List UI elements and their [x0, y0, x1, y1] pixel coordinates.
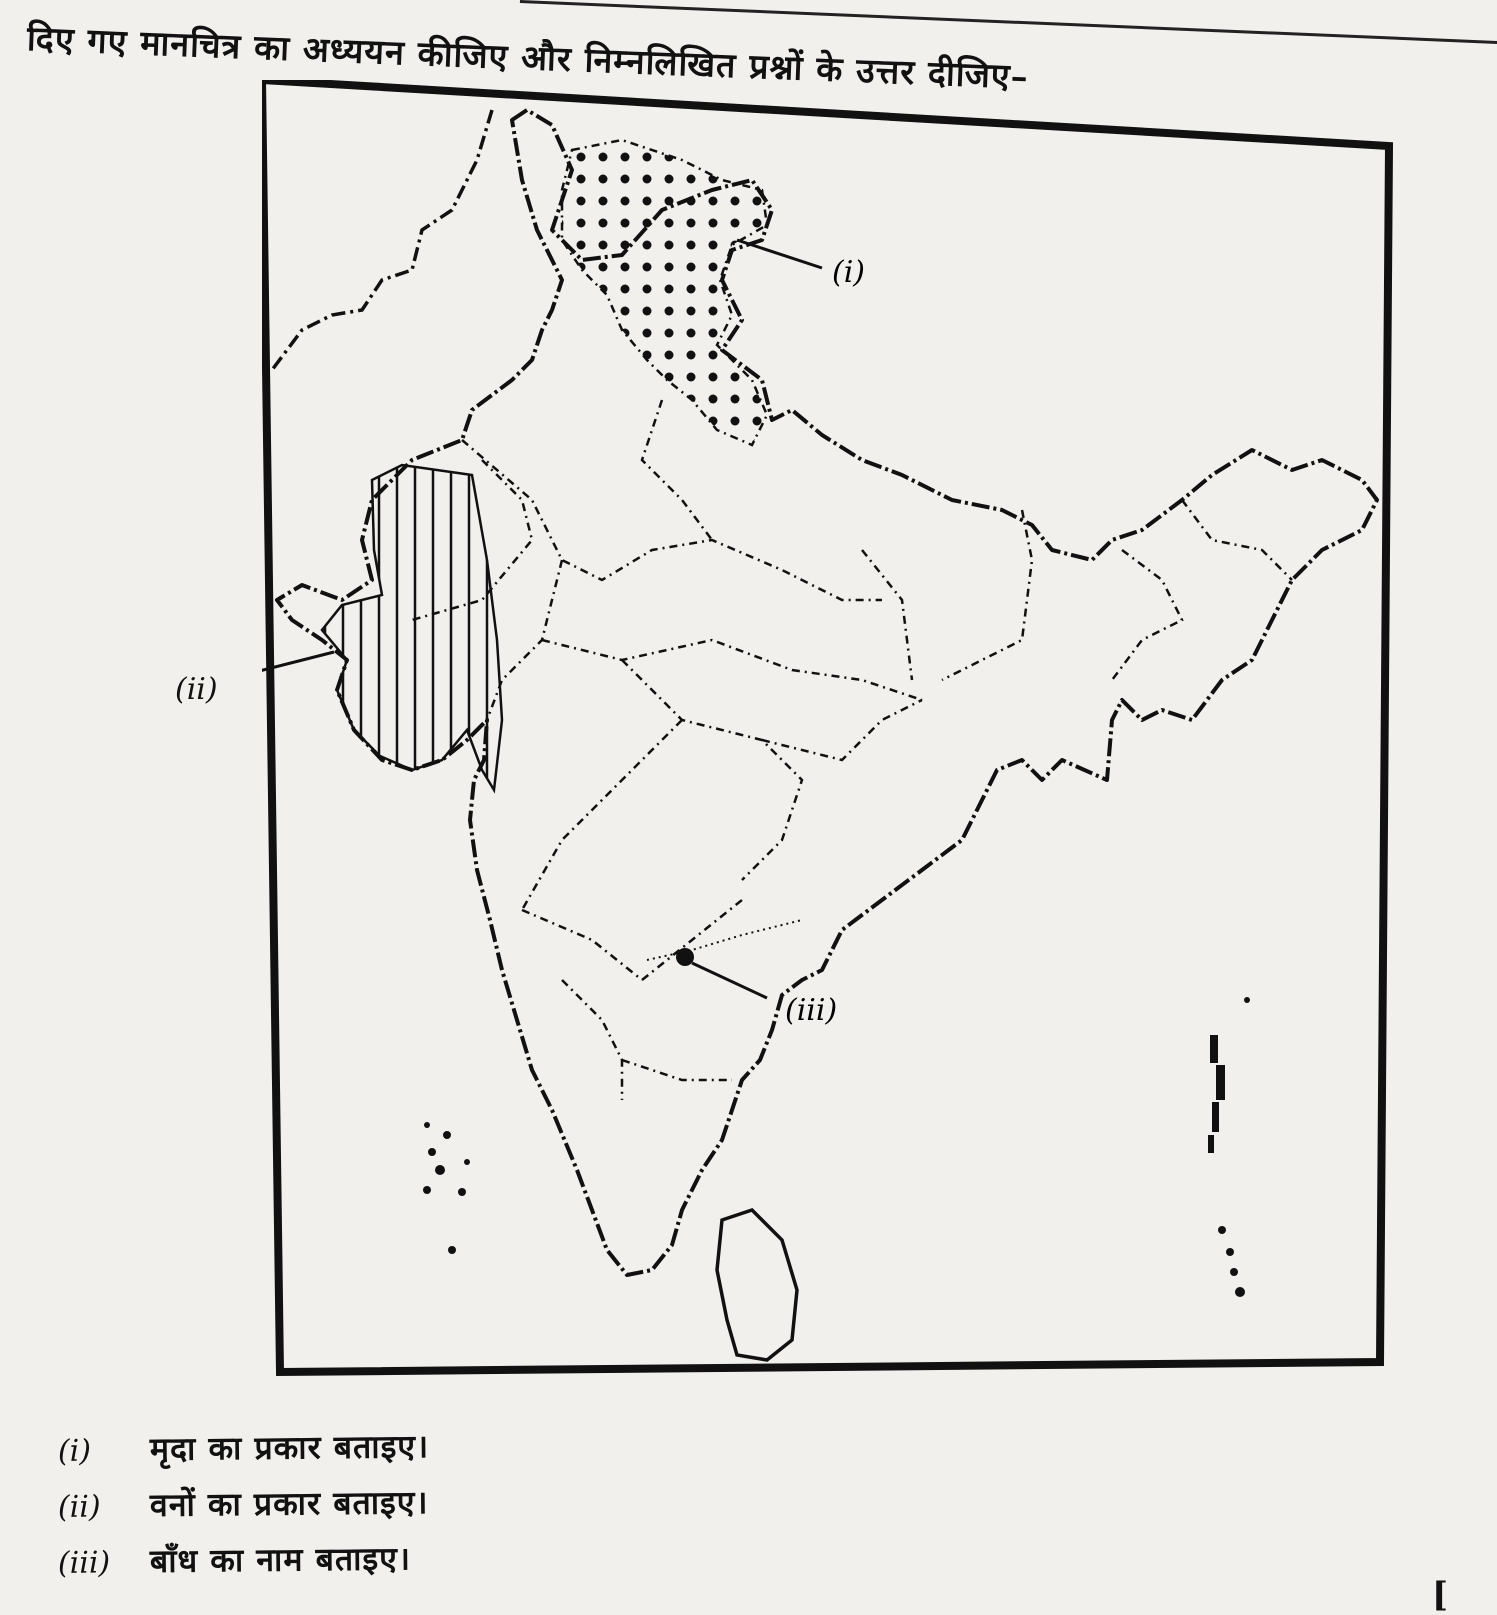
question-text: मृदा का प्रकार बताइए। [149, 1427, 430, 1469]
question-number: (ii) [57, 1489, 101, 1525]
question-number: (iii) [57, 1545, 111, 1581]
question-number: (i) [57, 1433, 92, 1469]
island-dot [1226, 1248, 1234, 1256]
page-corner-bracket: [ [1432, 1575, 1449, 1615]
island-dot [1235, 1287, 1245, 1297]
region-i-dotted [562, 140, 767, 445]
boundary-line-12 [562, 980, 622, 1100]
island-dot [448, 1246, 456, 1254]
question-list [58, 1428, 429, 1596]
boundary-line-4 [622, 660, 802, 880]
inner-dotted-boundary [647, 920, 802, 960]
boundary-line-15 [522, 910, 642, 980]
boundary-line-5 [522, 720, 682, 910]
question-item [58, 1480, 430, 1540]
island-dot [1218, 1226, 1226, 1234]
island-chain [1210, 1035, 1218, 1063]
boundary-line-3 [542, 640, 922, 700]
lakshadweep-islands [423, 1122, 470, 1254]
region-ii-striped [322, 465, 502, 790]
question-item [58, 1424, 430, 1484]
instruction-text: दिए गए मानचित्र का अध्ययन कीजिए और निम्नलिखित प्रश्नों के उत्तर दीजिए– [26, 18, 1030, 98]
island-chain [1216, 1065, 1225, 1100]
boundary-line-8 [942, 510, 1032, 680]
island-dot [423, 1186, 431, 1194]
island-dot [464, 1159, 470, 1165]
andaman-nicobar-islands [1208, 997, 1250, 1297]
island-dot [428, 1148, 436, 1156]
point-iii-marker [676, 948, 694, 966]
island-dot [424, 1122, 430, 1128]
map-label-ii: (ii) [175, 672, 218, 707]
map-label-i: (i) [832, 255, 866, 290]
boundary-line-14 [642, 900, 742, 980]
island-dot [435, 1165, 445, 1175]
state-boundaries [412, 400, 1292, 1100]
island-dot [458, 1188, 466, 1196]
boundary-line-9 [1112, 550, 1182, 680]
map-label-iii: (iii) [785, 993, 838, 1028]
western-boundary [272, 110, 492, 370]
island-dot [443, 1131, 451, 1139]
island-dot [1244, 997, 1250, 1003]
boundary-line-10 [1182, 500, 1292, 580]
boundary-line-6 [762, 700, 922, 760]
boundary-line-13 [622, 1060, 732, 1080]
question-text: वनों का प्रकार बताइए। [149, 1483, 429, 1525]
island-chain [1212, 1102, 1219, 1132]
india-outline-map [262, 80, 1412, 1400]
boundary-line-11 [642, 400, 712, 540]
question-text: बाँध का नाम बताइए। [149, 1539, 412, 1581]
question-item [58, 1536, 430, 1596]
leader-line-iii [692, 963, 767, 998]
island-dot [1230, 1268, 1238, 1276]
leader-line-i [737, 240, 822, 268]
boundary-line-7 [862, 550, 912, 680]
island-chain [1208, 1135, 1214, 1153]
boundary-line-1 [462, 440, 882, 600]
sri-lanka-outline [717, 1210, 797, 1360]
